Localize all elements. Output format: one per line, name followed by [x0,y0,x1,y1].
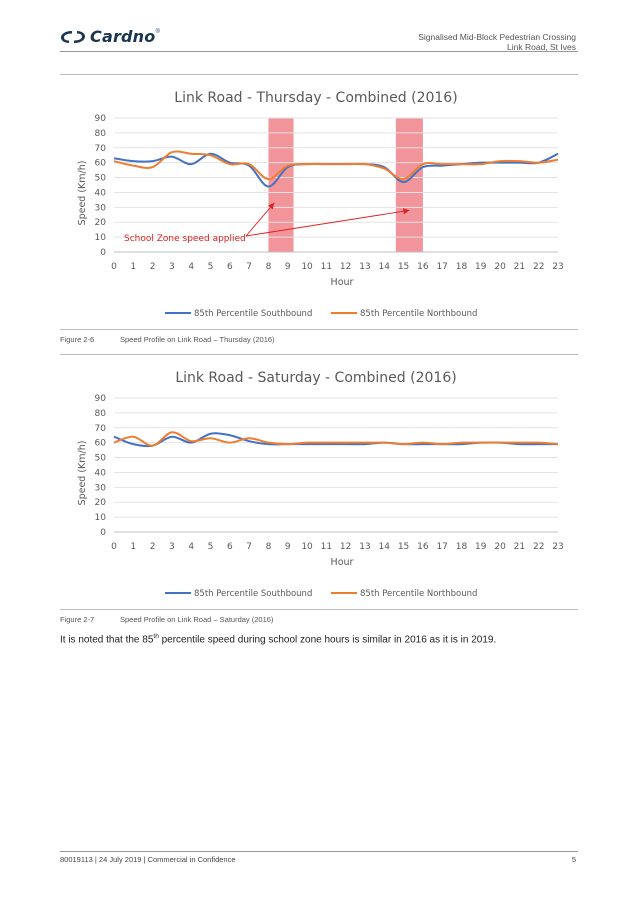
school-zone-band [396,118,423,252]
school-zone-annotation [124,203,409,244]
series-line-southbound [114,154,558,187]
x-tick-label: 19 [475,542,487,552]
page-number: 5 [571,855,576,864]
x-tick-label: 6 [226,262,233,272]
x-tick-label: 21 [513,542,526,552]
chart-legend [165,309,477,319]
x-tick-label: 5 [207,542,214,552]
note-superscript: th [153,633,159,640]
doc-title: Signalised Mid-Block Pedestrian Crossing [418,32,576,42]
x-tick-label: 19 [475,262,487,272]
y-tick-label: 70 [94,143,106,154]
figure-number: Figure 2-7 [60,615,95,624]
y-tick-label: 0 [100,528,106,538]
legend-northbound: 85th Percentile Northbound [360,309,478,319]
y-tick-label: 50 [94,173,106,184]
x-tick-label: 18 [455,542,468,552]
x-tick-label: 14 [378,542,390,552]
x-tick-label: 0 [111,542,117,552]
saturday-speed-chart [60,358,578,608]
y-tick-label: 30 [94,203,106,214]
figure-top-rule [60,354,578,355]
figure-caption [60,335,275,344]
note-text-end: percentile speed during school zone hours is similar in 2016 as it is in 2019. [158,634,497,646]
y-tick-label: 40 [94,468,106,479]
y-tick-label: 60 [94,438,106,449]
x-tick-label: 22 [532,262,545,272]
x-tick-label: 3 [169,262,175,272]
x-tick-label: 16 [417,262,429,272]
y-tick-label: 20 [94,498,106,509]
x-tick-label: 13 [359,542,371,552]
y-tick-labels [95,114,107,258]
chart-title: Link Road - Saturday - Combined (2016) [175,370,457,386]
y-axis-label: Speed (Km/h) [77,160,88,226]
series-lines [114,432,558,446]
x-tick-label: 15 [397,262,410,272]
x-tick-label: 8 [265,262,272,272]
footer-rule [60,851,578,852]
caption-rule [60,329,578,330]
x-tick-label: 20 [494,262,506,272]
x-tick-label: 11 [320,542,333,552]
annotation-text: School Zone speed applied [124,234,246,244]
registered-mark: ® [155,29,160,35]
footer-info: 80019113 | 24 July 2019 | Commercial in Confidence [60,855,236,864]
caption-rule [60,609,578,610]
x-tick-label: 3 [169,542,175,552]
y-axis-label: Speed (Km/h) [77,440,88,506]
x-tick-labels [111,262,564,272]
y-tick-label: 40 [94,188,106,199]
x-tick-label: 6 [226,542,233,552]
x-tick-label: 8 [265,542,272,552]
x-tick-label: 4 [188,542,195,552]
x-tick-label: 7 [246,542,252,552]
thursday-speed-chart [60,78,578,328]
y-tick-label: 90 [94,114,106,124]
y-tick-labels [95,394,107,538]
y-tick-label: 30 [94,483,106,494]
cardno-swoosh-icon [60,29,86,45]
grid-lines [114,398,558,532]
x-tick-labels [111,542,564,552]
grid-lines [114,118,558,252]
y-tick-label: 0 [100,248,106,258]
x-tick-label: 16 [417,542,429,552]
y-tick-label: 10 [94,233,106,244]
legend-southbound: 85th Percentile Southbound [194,309,313,319]
chart-legend [165,589,477,599]
x-tick-label: 17 [436,262,448,272]
x-tick-label: 23 [552,542,564,552]
x-tick-label: 7 [246,262,252,272]
x-tick-label: 1 [130,542,137,552]
x-tick-label: 4 [188,262,195,272]
logo-text: Cardno [90,27,156,46]
y-tick-label: 60 [94,158,106,169]
x-axis-label: Hour [330,557,354,568]
header-rule [60,51,578,52]
cardno-logo [60,27,160,46]
school-zone-regions [268,118,422,252]
x-tick-label: 11 [320,262,333,272]
x-tick-label: 2 [149,542,156,552]
figure-caption-text: Speed Profile on Link Road – Saturday (2016) [120,615,274,624]
doc-subtitle: Link Road, St Ives [507,42,576,52]
x-tick-label: 20 [494,542,506,552]
x-tick-label: 18 [455,262,468,272]
x-tick-label: 0 [111,262,117,272]
x-tick-label: 23 [552,262,564,272]
y-tick-label: 80 [94,128,106,139]
figure-caption-text: Speed Profile on Link Road – Thursday (2016) [120,335,275,344]
x-tick-label: 21 [513,262,526,272]
x-tick-label: 5 [207,262,214,272]
y-tick-label: 10 [94,513,106,524]
x-tick-label: 12 [339,262,352,272]
legend-northbound: 85th Percentile Northbound [360,589,478,599]
body-note [60,633,496,645]
y-tick-label: 80 [94,408,106,419]
figure-top-rule [60,74,578,75]
figure-caption [60,615,273,624]
x-tick-label: 10 [301,262,313,272]
series-line-northbound [114,151,558,179]
y-tick-label: 50 [94,453,106,464]
series-lines [114,151,558,186]
x-tick-label: 15 [397,542,410,552]
chart-title: Link Road - Thursday - Combined (2016) [174,90,458,106]
x-tick-label: 9 [284,262,291,272]
y-tick-label: 90 [94,394,106,404]
y-tick-label: 20 [94,218,106,229]
note-text: It is noted that the 85 [60,634,154,646]
figure-number: Figure 2-6 [60,335,95,344]
x-tick-label: 17 [436,542,448,552]
legend-southbound: 85th Percentile Southbound [194,589,313,599]
x-tick-label: 10 [301,542,313,552]
x-tick-label: 1 [130,262,137,272]
x-tick-label: 22 [532,542,545,552]
document-header [418,32,576,52]
x-tick-label: 14 [378,262,390,272]
x-tick-label: 2 [149,262,156,272]
y-tick-label: 70 [94,423,106,434]
x-tick-label: 12 [339,542,352,552]
x-tick-label: 13 [359,262,371,272]
x-axis-label: Hour [330,277,354,288]
x-tick-label: 9 [284,542,291,552]
